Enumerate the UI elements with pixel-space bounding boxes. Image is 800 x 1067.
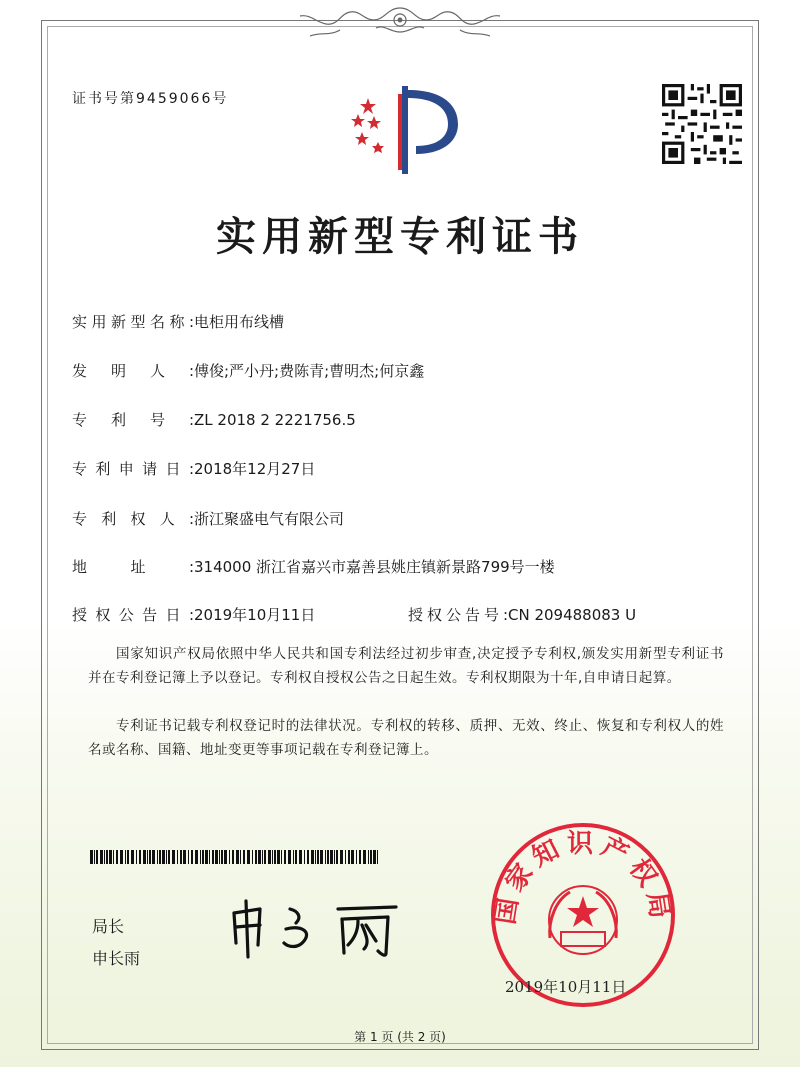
field-value: CN 209488083 U xyxy=(508,606,637,624)
field-value: 2019年10月11日 xyxy=(194,606,316,624)
field-patent-number xyxy=(72,409,356,430)
statement-paragraph-2: 专利证书记载专利权登记时的法律状况。专利权的转移、质押、无效、终止、恢复和专利权人的姓名或名称、国籍、地址变更等事项记载在专利登记簿上。 xyxy=(88,718,724,758)
certificate-number: 证书号第9459066号 xyxy=(72,91,229,107)
field-label: 专利号: xyxy=(72,411,194,429)
field-value: 电柜用布线槽 xyxy=(194,313,285,331)
field-value: ZL 2018 2 2221756.5 xyxy=(194,411,356,429)
seal-date: 2019年10月11日 xyxy=(505,978,627,996)
field-label: 专利权人: xyxy=(72,510,194,528)
field-utility-model-name xyxy=(72,311,284,332)
field-filing-date xyxy=(72,458,315,479)
field-label: 地址: xyxy=(72,558,194,576)
certificate-title: 实用新型专利证书 xyxy=(216,213,584,260)
director-signature xyxy=(220,895,420,965)
cnipa-logo-icon xyxy=(340,80,470,180)
svg-text:国家知识产权局: 国家知识产权局 xyxy=(490,829,676,927)
field-label: 授权公告号: xyxy=(408,606,508,624)
field-value: 314000 浙江省嘉兴市嘉善县姚庄镇新景路799号一楼 xyxy=(194,558,555,576)
director-title: 局长 xyxy=(92,917,125,936)
field-label: 授权公告日: xyxy=(72,606,194,624)
page-footer: 第 1 页 (共 2 页) xyxy=(354,1030,446,1044)
field-label: 实用新型名称: xyxy=(72,313,194,331)
field-value: 傅俊;严小丹;费陈青;曹明杰;何京鑫 xyxy=(194,362,425,380)
field-value: 2018年12月27日 xyxy=(194,460,316,478)
field-value: 浙江聚盛电气有限公司 xyxy=(194,510,345,528)
field-grant-date xyxy=(72,604,315,625)
barcode-icon xyxy=(90,850,380,864)
qr-code-icon xyxy=(662,84,742,164)
field-label: 专利申请日: xyxy=(72,460,194,478)
top-ornament-icon xyxy=(280,2,520,42)
field-address xyxy=(72,556,555,577)
statement-paragraph-1: 国家知识产权局依照中华人民共和国专利法经过初步审查,决定授予专利权,颁发实用新型专利证书并在专利登记簿上予以登记。专利权自授权公告之日起生效。专利权期限为十年,自申请日起算。 xyxy=(88,646,724,686)
field-grant-number xyxy=(408,604,636,625)
field-label: 发明人: xyxy=(72,362,194,380)
director-name: 申长雨 xyxy=(92,949,141,968)
field-inventors xyxy=(72,360,424,381)
field-patentee xyxy=(72,508,344,529)
